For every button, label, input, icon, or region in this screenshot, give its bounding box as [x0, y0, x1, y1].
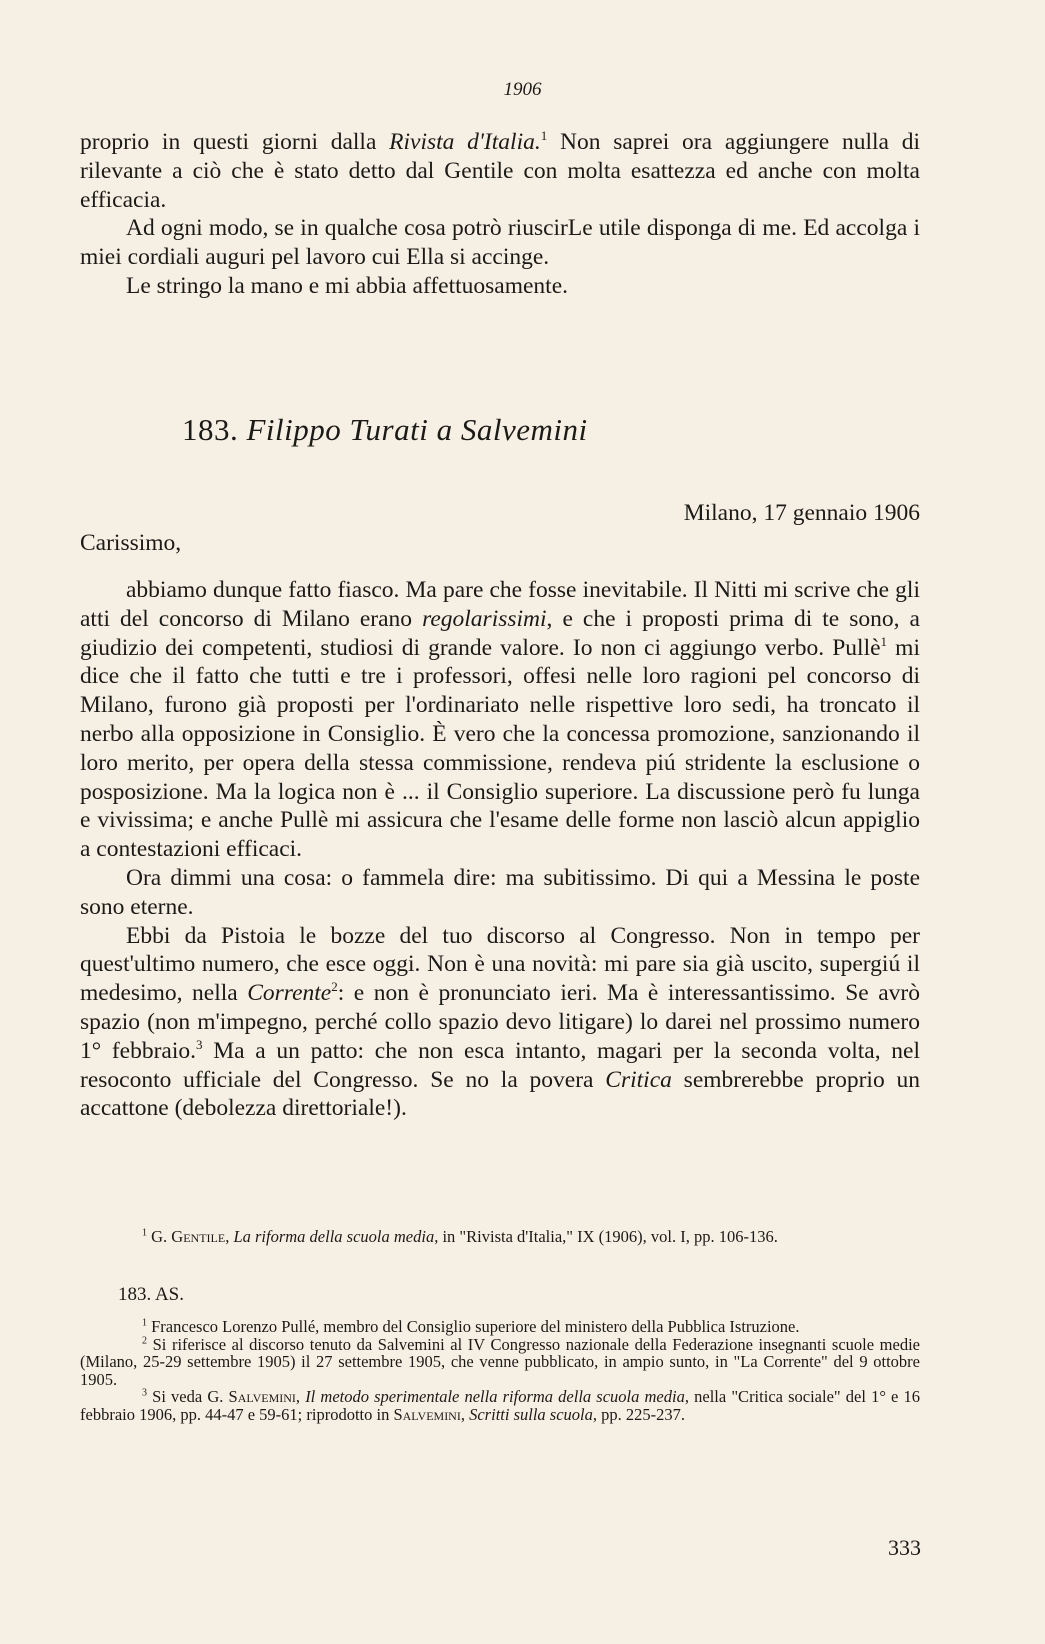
footnote-ref[interactable]: 1	[540, 128, 548, 144]
paragraph: proprio in questi giorni dalla Rivista d'Italia.$^1$ Non saprei ora aggiungere nulla di rilevante a ciò che è stato detto dal Gentile con molta esattezza ed anche con molta efficacia.	[80, 128, 920, 213]
footnote: $^1$ G. Gentile, La riforma della scuola media, in "Rivista d'Italia," IX (1906), vol. I, pp. 106-136.	[142, 1227, 778, 1246]
previous-letter-ending	[80, 128, 920, 301]
footnote-ref[interactable]: 1	[880, 633, 888, 649]
letter-body	[80, 576, 920, 1123]
footnote: $^1$ Francesco Lorenzo Pullé, membro del Consiglio superiore del ministero della Pubblica Istruzione.	[142, 1317, 800, 1336]
running-head: 1906	[503, 79, 542, 100]
footnote-number: 3	[142, 1387, 147, 1399]
footnote: $^2$ Si riferisce al discorso tenuto da Salvemini al IV Congresso nazionale della Federazione insegnanti scuole medie (Milano, 25-29 settembre 1905) il 27 settembre 1905, che venne pubblicato, in ampio sunto, in "La Corrente" del 9 ottobre 1905.	[80, 1334, 920, 1389]
footnote-number: 2	[142, 1335, 147, 1346]
footnote-ref[interactable]: 2	[331, 979, 338, 995]
letter-number: 183.	[182, 412, 239, 447]
paragraph: Ora dimmi una cosa: o fammela dire: ma subitissimo. Di qui a Messina le poste sono eterne.	[80, 864, 920, 920]
footnote-number: 1	[142, 1227, 147, 1239]
salutation: Carissimo,	[80, 530, 182, 556]
journal-title: Corrente	[247, 980, 332, 1007]
letter-title: Filippo Turati a Salvemini	[246, 412, 588, 447]
page-number: 333	[888, 1535, 921, 1560]
paragraph-closing: Le stringo la mano e mi abbia affettuosamente.	[126, 272, 569, 299]
footnote: $^3$ Si veda G. Salvemini, Il metodo sperimentale nella riforma della scuola media, nella "Critica sociale" del 1° e 16 febbraio 1906, pp. 44-47 e 59-61; riprodotto in Salvemini, Scritti sulla scuola, pp. 225-237.	[80, 1387, 921, 1424]
source-label: 183. AS.	[118, 1284, 184, 1305]
journal-title: Critica	[605, 1066, 672, 1093]
paragraph: Ad ogni modo, se in qualche cosa potrò riuscirLe utile disponga di me. Ed accolga i miei cordiali auguri pel lavoro cui Ella si accinge.	[80, 215, 920, 271]
footnotes-letter	[80, 1318, 920, 1423]
emphasis: regolarissimi	[422, 605, 547, 632]
footnote-ref[interactable]: 3	[196, 1036, 203, 1052]
letter-heading	[182, 412, 588, 448]
paragraph: abbiamo dunque fatto fiasco. Ma pare che fosse inevitabile. Il Nitti mi scrive che gli atti del concorso di Milano erano regolarissimi, e che i proposti prima di te sono, a giudizio dei competenti, studiosi di grande valore. Io non ci aggiungo verbo. Pullè$^1$ mi dice che il fatto che tutti e tre i professori, offesi nelle loro ragioni pel concorso di Milano, furono già proposti per l'ordinariato nelle rispettive loro sedi, ha troncato il nerbo alla opposizione in Consiglio. È vero che la concessa promozione, sanzionando il loro merito, per opera della stessa commissione, rendeva piú stridente la esclusione o posposizione. Ma la logica non è ... il Consiglio superiore. La discussione però fu lunga e vivissima; e anche Pullè mi assicura che l'esame delle forme non lasciò alcun appiglio a contestazioni efficaci.	[80, 577, 920, 863]
footnote-number: 1	[142, 1317, 147, 1329]
footnotes-previous-letter	[80, 1228, 920, 1246]
dateline: Milano, 17 gennaio 1906	[683, 500, 920, 526]
journal-title: Rivista d'Italia.	[389, 129, 541, 155]
paragraph: Ebbi da Pistoia le bozze del tuo discorso al Congresso. Non in tempo per quest'ultimo numero, che esce oggi. Non è una novità: mi pare sia già uscito, supergiú il medesimo, nella Corrente$^2$: e non è pronunciato ieri. Ma è interessantissimo. Se avrò spazio (non m'impegno, perché collo spazio devo litigare) lo darei nel prossimo numero 1° febbraio.$^3$ Ma a un patto: che non esca intanto, magari per la seconda volta, nel resoconto ufficiale del Congresso. Se no la povera Critica sembrerebbe proprio un accattone (debolezza direttoriale!).	[80, 922, 920, 1122]
